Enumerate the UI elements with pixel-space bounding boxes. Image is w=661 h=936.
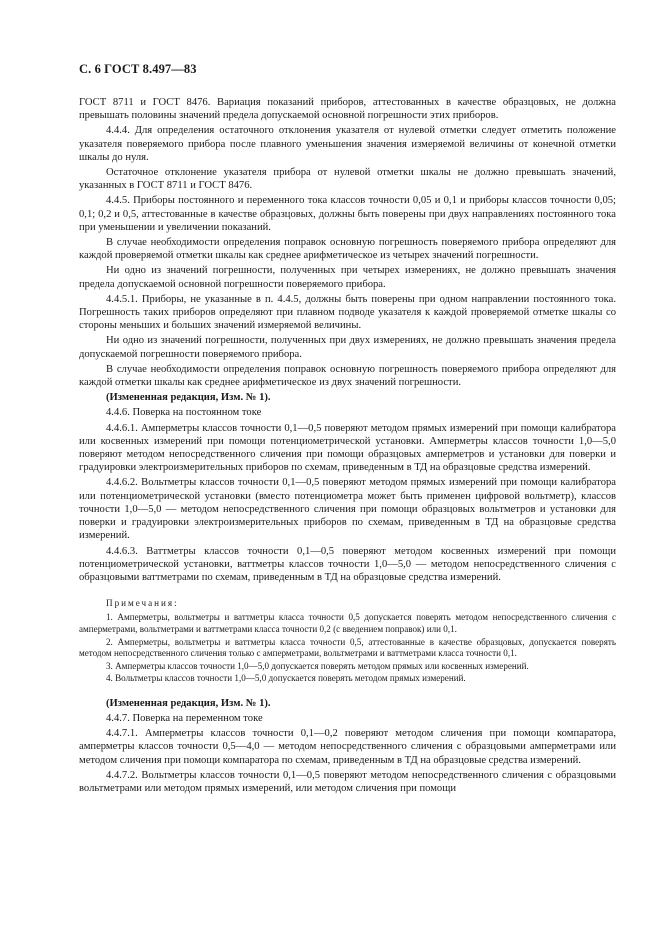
note-item: 3. Амперметры классов точности 1,0—5,0 допускается поверять методом прямых или косвенных измерений.	[106, 660, 529, 671]
paragraph: 4.4.6.3. Ваттметры классов точности 0,1—0,5 поверяют методом косвенных измерений при помощи потенциометрической установки, ваттметры классов точности 1,0—5,0 — методом непосредственного сличения с образцовыми ваттметрами по схемам, приведенным в ТД на образцовые средства измерений.	[79, 545, 616, 583]
amendment-note: (Измененная редакция, Изм. № 1).	[106, 392, 271, 404]
note-item: 4. Вольтметры классов точности 1,0—5,0 допускается поверять методом прямых измерений.	[106, 673, 466, 684]
document-body	[79, 96, 616, 797]
paragraph: 4.4.7.2. Вольтметры классов точности 0,1—0,5 поверяют методом непосредственного сличения с образцовыми вольтметрами или методом прямых измерений, или методом сличения при помощи	[79, 769, 616, 794]
paragraph: В случае необходимости определения поправок основную погрешность поверяемого прибора определяют для каждой отметки шкалы как среднее арифметическое из двух значений погрешности.	[79, 363, 616, 389]
paragraph: 4.4.5.1. Приборы, не указанные в п. 4.4.5, должны быть поверены при одном направлении постоянного тока. Погрешность таких приборов определяют при плавном подводе указателя к каждой проверяемой отметке шкалы со стороны меньших и больших значений измеряемой величины.	[79, 293, 616, 332]
note-item: 2. Амперметры, вольтметры и ваттметры класса точности 0,5, аттестованные в качестве образцовых, допускается поверять методом непосредственного сличения только с амперметрами, вольтметрами и ваттметрами класса точности 0,1.	[79, 636, 616, 658]
section-heading: 4.4.7. Поверка на переменном токе	[106, 712, 263, 724]
paragraph: 4.4.4. Для определения остаточного отклонения указателя от нулевой отметки следует отметить положение указателя поверяемого прибора после плавного уменьшения значения измеряемой величины от конечной отметки шкалы до нуля.	[79, 125, 616, 163]
amendment-note: (Измененная редакция, Изм. № 1).	[106, 697, 271, 709]
paragraph: 4.4.5. Приборы постоянного и переменного тока классов точности 0,05 и 0,1 и приборы классов точности 0,05; 0,1; 0,2 и 0,5, аттестованные в качестве образцовых, должны быть поверены при двух направлениях постоянного тока при уменьшении и увеличении показаний.	[79, 195, 616, 233]
note-item: 1. Амперметры, вольтметры и ваттметры класса точности 0,5 допускается поверять методом непосредственного сличения с амперметрами, вольтметрами и ваттметрами класса точности 0,2 (с введением поправок) или 0,1.	[79, 612, 616, 634]
paragraph: Остаточное отклонение указателя прибора от нулевой отметки шкалы не должно превышать значений, указанных в ГОСТ 8711 и ГОСТ 8476.	[79, 167, 616, 192]
section-heading: 4.4.6. Поверка на постоянном токе	[106, 407, 262, 419]
paragraph: ГОСТ 8711 и ГОСТ 8476. Вариация показаний приборов, аттестованных в качестве образцовых, не должна превышать половины значений предела допускаемой основной погрешности этих приборов.	[79, 97, 616, 122]
paragraph: 4.4.6.1. Амперметры классов точности 0,1—0,5 поверяют методом прямых измерений при помощи калибратора или косвенных измерений при помощи потенциометрической установки. Амперметры классов точности 1,0—5,0 поверяют методом непосредственного сличения при помощи образцовых амперметров и установки для поверки и градуировки электроизмерительных приборов по схемам, приведенным в ТД на образцовые средства измерений.	[79, 422, 616, 474]
paragraph: 4.4.6.2. Вольтметры классов точности 0,1—0,5 поверяют методом прямых измерений при помощи калибратора или потенциометрической установки (вместо потенциометра может быть применен цифровой вольтметр), классов точности 1,0—5,0 — методом непосредственного сличения при помощи образцовых вольтметров и установки для поверки и градуировки электроизмерительных приборов по схемам, приведенным в ТД на образцовые средства измерений.	[79, 477, 616, 542]
paragraph: 4.4.7.1. Амперметры классов точности 0,1—0,2 поверяют методом сличения при помощи компаратора, амперметры классов точности 0,5—4,0 — методом непосредственного сличения с образцовыми амперметрами или методом сличения при помощи компаратора по схемам, приведенным в ТД на образцовые средства измерений.	[79, 728, 616, 766]
paragraph: В случае необходимости определения поправок основную погрешность поверяемого прибора определяют для каждой проверяемой отметки шкалы как среднее арифметическое из четырех значений погрешности.	[79, 237, 616, 262]
notes-block	[79, 598, 616, 685]
notes-title: Примечания:	[106, 598, 179, 609]
paragraph: Ни одно из значений погрешности, полученных при двух измерениях, не должно превышать значения предела допускаемой погрешности поверяемого прибора.	[79, 335, 616, 360]
paragraph: Ни одно из значений погрешности, полученных при четырех измерениях, не должно превышать значения предела допускаемой основной погрешности поверяемого прибора.	[79, 265, 616, 290]
page-header: С. 6 ГОСТ 8.497—83	[79, 62, 197, 76]
